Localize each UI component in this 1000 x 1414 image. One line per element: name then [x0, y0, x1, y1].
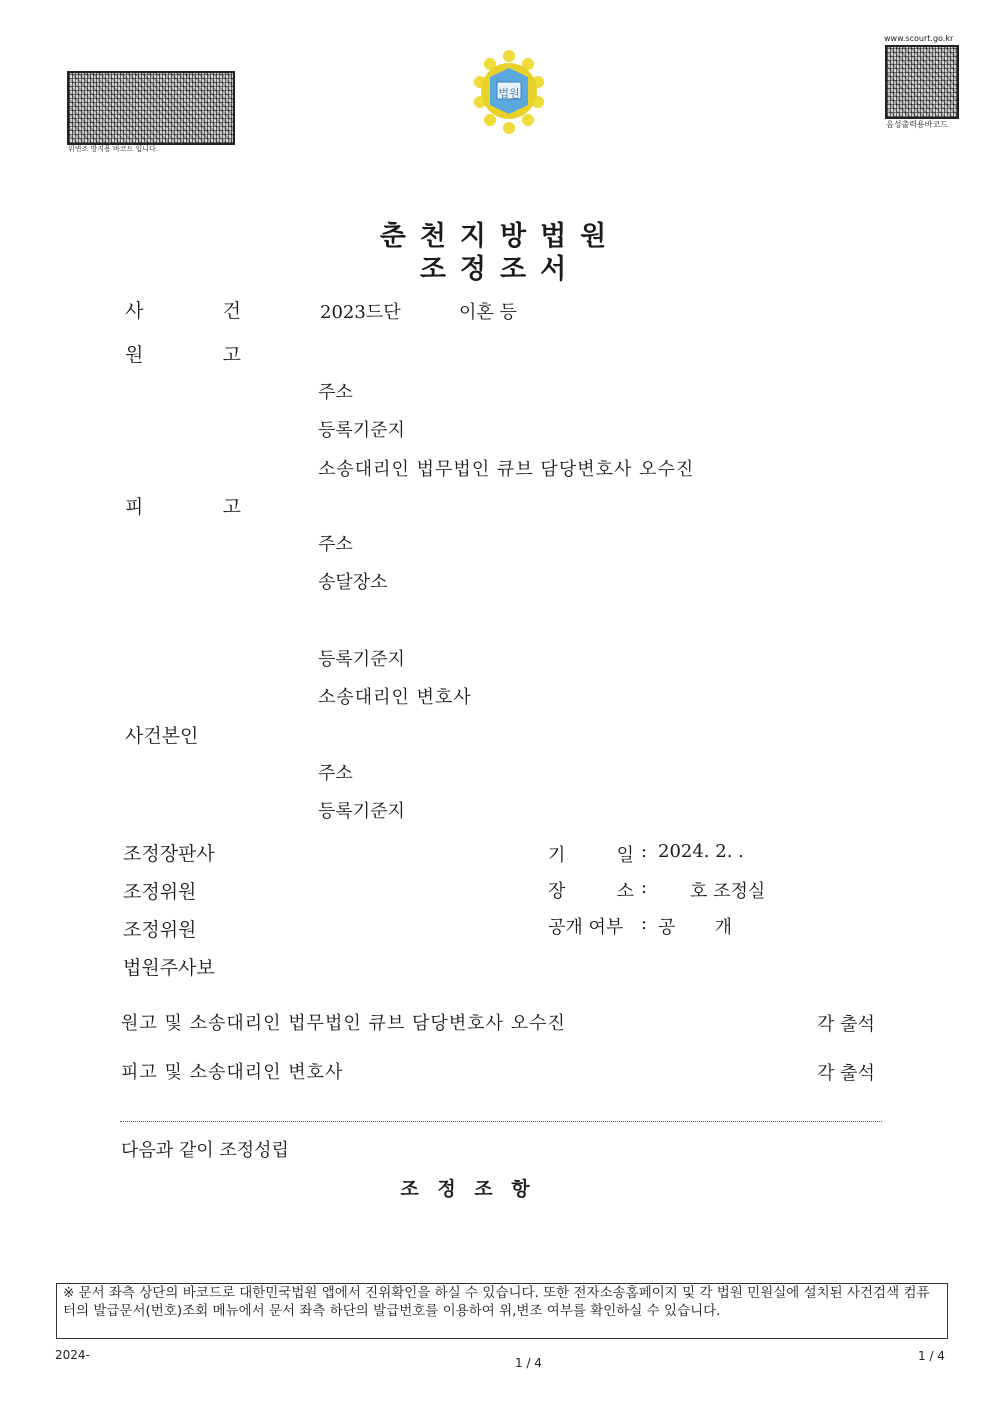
session-date-value: 2024. 2. . — [658, 841, 744, 862]
scourt-url: www.scourt.go.kr — [884, 34, 954, 43]
document-title: 조정조서 — [419, 254, 581, 285]
anti-forgery-barcode — [67, 71, 235, 145]
court-clerk-label — [123, 953, 257, 980]
voice-output-qr-caption: 음성출력용바코드 — [886, 120, 948, 129]
defendant-label-text: 피 고 — [125, 496, 241, 518]
mediator-2-text: 조정위원 — [123, 919, 197, 941]
mediation-intro: 다음과 같이 조정성립 — [121, 1140, 289, 1161]
attendance-plaintiff-status: 각 출석 — [817, 1014, 875, 1035]
defendant-agent: 소송대리인 변호사 — [318, 687, 472, 708]
session-place-label — [548, 877, 634, 903]
plaintiff-address: 주소 — [318, 382, 353, 403]
case-name: 이혼 등 — [459, 302, 517, 323]
mediation-terms-title: 조 정 조 항 — [400, 1178, 536, 1200]
mediator-2-label — [123, 915, 257, 942]
mediator-1-text: 조정위원 — [123, 881, 197, 903]
mediator-1-label — [123, 877, 257, 904]
page-number-center: 1 / 4 — [515, 1356, 542, 1370]
principal-label-text: 사건본인 — [125, 725, 199, 747]
principal-label — [125, 721, 241, 748]
voice-output-qr-code — [885, 45, 959, 119]
case-label-text: 사 건 — [125, 300, 241, 322]
session-public-label: 공개 여부 — [548, 917, 624, 938]
case-number: 2023드단 — [320, 302, 401, 323]
session-date-label — [548, 841, 634, 867]
defendant-service-address: 송달장소 — [318, 572, 388, 593]
session-place-label-text: 장 소 — [548, 881, 634, 902]
anti-forgery-barcode-caption: 위변조 방지용 바코드 입니다. — [68, 145, 159, 153]
issue-number: 2024- — [55, 1348, 90, 1362]
court-name: 춘천지방법원 — [379, 221, 621, 252]
verification-notice-text: ※ 문서 좌측 상단의 바코드로 대한민국법원 앱에서 진위확인을 하실 수 있습니다. 또한 전자소송홈페이지 및 각 법원 민원실에 설치된 사건검색 컴퓨터의 발급문서(번호)조회 메뉴에서 문서 좌측 하단의 발급번호를 이용하여 위,변조 여부를 확인하실 수 있습니다. — [63, 1285, 930, 1319]
case-label — [125, 296, 241, 323]
session-date-label-text: 기 일 — [548, 845, 634, 866]
plaintiff-label — [125, 340, 241, 367]
attendance-defendant: 피고 및 소송대리인 변호사 — [121, 1062, 344, 1083]
principal-address: 주소 — [318, 763, 353, 784]
mediation-judge-label — [123, 839, 257, 866]
session-date-colon: : — [641, 841, 648, 862]
court-clerk-text: 법원주사보 — [123, 957, 215, 979]
session-place-colon: : — [641, 877, 648, 898]
defendant-registry: 등록기준지 — [318, 649, 405, 670]
plaintiff-label-text: 원 고 — [125, 344, 241, 366]
session-place-value: 호 조정실 — [690, 881, 766, 902]
section-divider — [120, 1121, 882, 1122]
defendant-label — [125, 492, 241, 519]
plaintiff-registry: 등록기준지 — [318, 420, 405, 441]
plaintiff-agent: 소송대리인 법무법인 큐브 담당변호사 오수진 — [318, 459, 695, 480]
session-public-value — [658, 913, 732, 939]
principal-registry: 등록기준지 — [318, 801, 405, 822]
session-public-colon: : — [641, 913, 648, 934]
attendance-plaintiff: 원고 및 소송대리인 법무법인 큐브 담당변호사 오수진 — [121, 1013, 566, 1034]
court-seal-text: 법원 — [498, 87, 520, 100]
session-public-value-text: 공 개 — [658, 917, 732, 938]
mediation-judge-text: 조정장판사 — [123, 843, 215, 865]
attendance-defendant-status: 각 출석 — [817, 1063, 875, 1084]
verification-notice — [56, 1283, 948, 1339]
page-number-right: 1 / 4 — [918, 1349, 945, 1363]
defendant-address: 주소 — [318, 534, 353, 555]
